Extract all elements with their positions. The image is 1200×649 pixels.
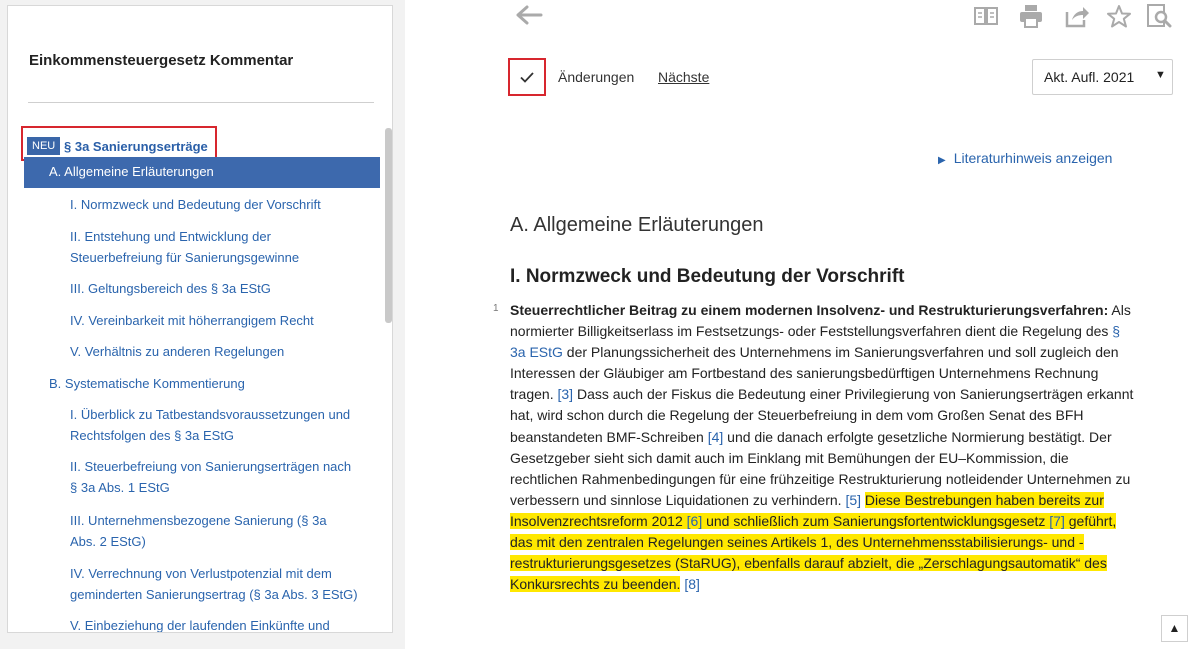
print-icon[interactable] (1018, 4, 1044, 28)
star-icon[interactable] (1106, 4, 1132, 28)
new-badge: NEU (27, 137, 60, 155)
toc-item[interactable]: V. Einbeziehung der laufenden Einkünfte und (70, 618, 330, 633)
sidebar-title: Einkommensteuergesetz Kommentar (29, 52, 294, 69)
toc-item[interactable]: I. Normzweck und Bedeutung der Vorschrift (70, 197, 321, 212)
section-link[interactable]: § 3a Sanierungserträge (64, 139, 208, 154)
text: Diese Bestrebungen haben bereits zur Insolvenzrechtsreform 2012 (510, 491, 1104, 529)
toc-item[interactable]: B. Systematische Kommentierung (49, 376, 245, 391)
toc-item[interactable]: § 3a Abs. 1 EStG (70, 480, 170, 495)
divider (28, 102, 374, 103)
paragraph-lead: Steuerrechtlicher Beitrag zu einem modernen Insolvenz- und Restrukturierungsverfahren: (510, 302, 1109, 318)
literature-link[interactable] (938, 150, 1112, 166)
paragraph (510, 300, 1135, 595)
footnote-link[interactable]: [4] (707, 428, 724, 445)
changes-label: Änderungen (558, 69, 635, 85)
text: Dass auch der Fiskus die Bedeutung einer Privilegierung von Sanierungserträgen erkannt hat, wird schon durch die Regelung der Steuerbefreiung in dem vom Großen Senat des BFH beanstandeten BMF-Schreiben (510, 386, 1134, 445)
book-icon[interactable] (973, 4, 999, 28)
footnote-link[interactable]: [8] (684, 576, 700, 593)
edition-value: Akt. Aufl. 2021 (1044, 69, 1135, 85)
text: und schließlich zum Sanierungsfortentwicklungsgesetz (702, 512, 1050, 529)
section-heading: A. Allgemeine Erläuterungen (510, 214, 764, 236)
share-icon[interactable] (1064, 4, 1090, 28)
toc-item[interactable]: III. Unternehmensbezogene Sanierung (§ 3a (70, 513, 327, 528)
footnote-link[interactable]: [5] (845, 491, 862, 508)
sidebar-scrollbar[interactable] (385, 128, 392, 323)
toc-item-active[interactable] (24, 157, 380, 188)
text: und die danach erfolgte gesetzliche Normierung bestätigt. Der Gesetzgeber sieht sich damit auch im Einklang mit Bemühungen der EU–Kommission, die rechtlichen Rahmenbedingungen für eine frühzeitige Restrukturierung notleidender Unternehmen zu verbessern und sinnlose Liquidationen zu verhindern. (510, 428, 1131, 508)
footnote-link[interactable]: [3] (557, 386, 574, 403)
margin-number: 1 (493, 303, 499, 314)
footnote-link[interactable]: [7] (1049, 512, 1065, 529)
toc-item[interactable]: V. Verhältnis zu anderen Regelungen (70, 344, 285, 359)
toc-item-label: A. Allgemeine Erläuterungen (49, 164, 214, 179)
subsection-heading: I. Normzweck und Bedeutung der Vorschrift (510, 266, 905, 287)
toc-panel (7, 5, 393, 633)
text: geführt, das mit den zentralen Regelungen seines Artikels 1, des Unternehmensstabilisierungs- und -restrukturierungsgesetzes (StaRUG), ebenfalls darauf abzielt, die „Zerschlagungsautomatik“ des Konkursrechts zu beenden. (510, 512, 1117, 593)
toc-item[interactable]: IV. Verrechnung von Verlustpotenzial mit dem (70, 566, 332, 581)
footnote-link[interactable]: [6] (686, 512, 703, 529)
toc-item[interactable]: geminderten Sanierungsertrag (§ 3a Abs. 3 EStG) (70, 587, 358, 602)
arrow-left-icon[interactable] (515, 2, 543, 28)
chevron-down-icon: ▼ (1155, 69, 1166, 81)
scroll-to-top-button[interactable]: ▲ (1161, 615, 1188, 642)
changes-toggle[interactable] (508, 58, 546, 96)
toc-item[interactable]: Rechtsfolgen des § 3a EStG (70, 428, 235, 443)
law-link[interactable]: § 3a EStG (510, 323, 1121, 361)
toc-item[interactable]: IV. Vereinbarkeit mit höherrangigem Recht (70, 313, 314, 328)
edition-select[interactable] (1032, 59, 1173, 95)
text: Als normierter Billigkeitserlass im Festsetzungs- oder Feststellungsverfahren dient die Regelung des (510, 302, 1131, 340)
literature-label: Literaturhinweis anzeigen (953, 150, 1113, 166)
toc-item[interactable]: II. Steuerbefreiung von Sanierungserträgen nach (70, 459, 352, 474)
toc-item[interactable]: Steuerbefreiung für Sanierungsgewinne (70, 250, 300, 265)
toc-item[interactable]: Abs. 2 EStG) (70, 534, 146, 549)
toc-item[interactable]: II. Entstehung und Entwicklung der (70, 229, 271, 244)
search-document-icon[interactable] (1146, 4, 1172, 28)
next-link[interactable]: Nächste (658, 69, 710, 85)
triangle-right-icon: ▶ (938, 155, 946, 166)
checkmark-icon (510, 60, 544, 94)
toc-item[interactable]: I. Überblick zu Tatbestandsvoraussetzungen und (70, 407, 351, 422)
text: der Planungssicherheit des Unternehmens im Sanierungsverfahren und soll zugleich den Interessen der Gläubiger am Fortbestand des sanierungsbedürftigen Unternehmens Rechnung tragen. (510, 344, 1119, 403)
sidebar (0, 0, 405, 649)
toc-item[interactable]: III. Geltungsbereich des § 3a EStG (70, 281, 271, 296)
